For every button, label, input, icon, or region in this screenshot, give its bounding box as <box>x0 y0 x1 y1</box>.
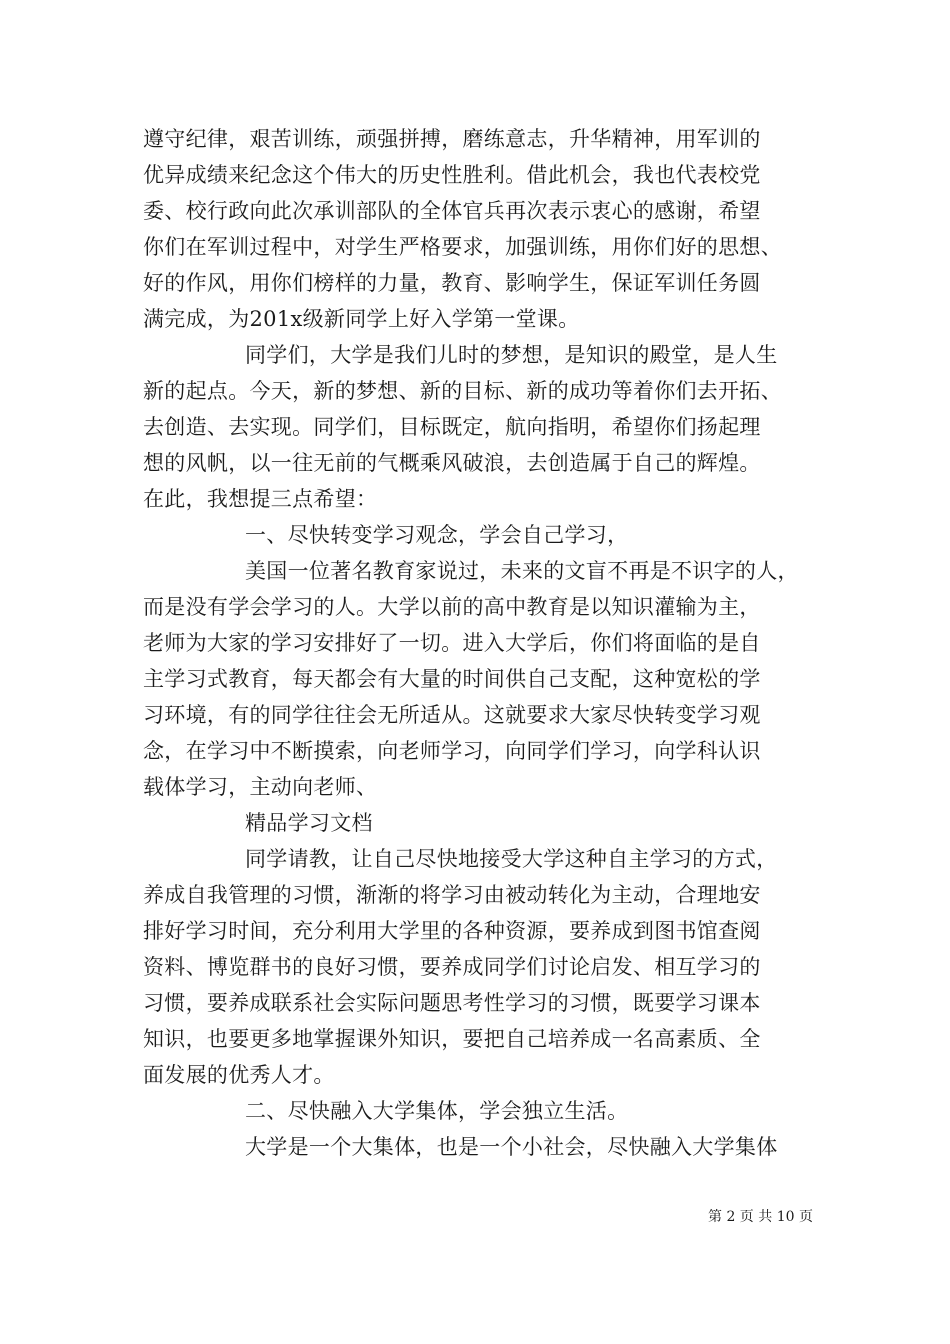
body-text-line: 面发展的优秀人才。 <box>143 1063 335 1087</box>
body-text-line: 在此，我想提三点希望： <box>143 487 378 511</box>
body-text-line: 排好学习时间，充分利用大学里的各种资源，要养成到图书馆查阅 <box>143 919 761 943</box>
body-text-line: 满完成，为201x级新同学上好入学第一堂课。 <box>143 307 580 331</box>
paragraph-start-line: 大学是一个大集体，也是一个小社会，尽快融入大学集体 <box>245 1135 778 1159</box>
body-text-line: 念，在学习中不断摸索，向老师学习，向同学们学习，向学科认识 <box>143 739 761 763</box>
body-text-line: 想的风帆，以一往无前的气概乘风破浪，去创造属于自己的辉煌。 <box>143 451 761 475</box>
body-text-line: 优异成绩来纪念这个伟大的历史性胜利。借此机会，我也代表校党 <box>143 163 761 187</box>
body-text-line: 资料、博览群书的良好习惯，要养成同学们讨论启发、相互学习的 <box>143 955 761 979</box>
body-text-line: 养成自我管理的习惯，渐渐的将学习由被动转化为主动，合理地安 <box>143 883 761 907</box>
body-text-line: 老师为大家的学习安排好了一切。进入大学后，你们将面临的是自 <box>143 631 761 655</box>
watermark-text: 精品学习文档 <box>245 811 373 835</box>
page-number-footer: 第 2 页 共 10 页 <box>708 1209 813 1225</box>
body-text-line: 好的作风，用你们榜样的力量，教育、影响学生，保证军训任务圆 <box>143 271 761 295</box>
body-text-line: 去创造、去实现。同学们，目标既定，航向指明，希望你们扬起理 <box>143 415 761 439</box>
paragraph-start-line: 同学们，大学是我们儿时的梦想，是知识的殿堂，是人生 <box>245 343 778 367</box>
body-text-line: 遵守纪律，艰苦训练，顽强拼搏，磨练意志，升华精神，用军训的 <box>143 127 761 151</box>
section-heading-1: 一、尽快转变学习观念，学会自己学习， <box>245 523 629 547</box>
body-text-line: 载体学习，主动向老师、 <box>143 775 378 799</box>
body-text-line: 习环境，有的同学往往会无所适从。这就要求大家尽快转变学习观 <box>143 703 761 727</box>
body-text-line: 主学习式教育，每天都会有大量的时间供自己支配，这种宽松的学 <box>143 667 761 691</box>
paragraph-start-line: 美国一位著名教育家说过，未来的文盲不再是不识字的人， <box>245 559 799 583</box>
body-text-line: 委、校行政向此次承训部队的全体官兵再次表示衷心的感谢，希望 <box>143 199 761 223</box>
body-text-line: 知识，也要更多地掌握课外知识，要把自己培养成一名高素质、全 <box>143 1027 761 1051</box>
body-text-line: 你们在军训过程中，对学生严格要求，加强训练，用你们好的思想、 <box>143 235 782 259</box>
body-text-line: 新的起点。今天，新的梦想、新的目标、新的成功等着你们去开拓、 <box>143 379 782 403</box>
section-heading-2: 二、尽快融入大学集体，学会独立生活。 <box>245 1099 629 1123</box>
paragraph-start-line: 同学请教，让自己尽快地接受大学这种自主学习的方式， <box>245 847 778 871</box>
body-text-line: 习惯，要养成联系社会实际问题思考性学习的习惯，既要学习课本 <box>143 991 761 1015</box>
body-text-line: 而是没有学会学习的人。大学以前的高中教育是以知识灌输为主， <box>143 595 761 619</box>
